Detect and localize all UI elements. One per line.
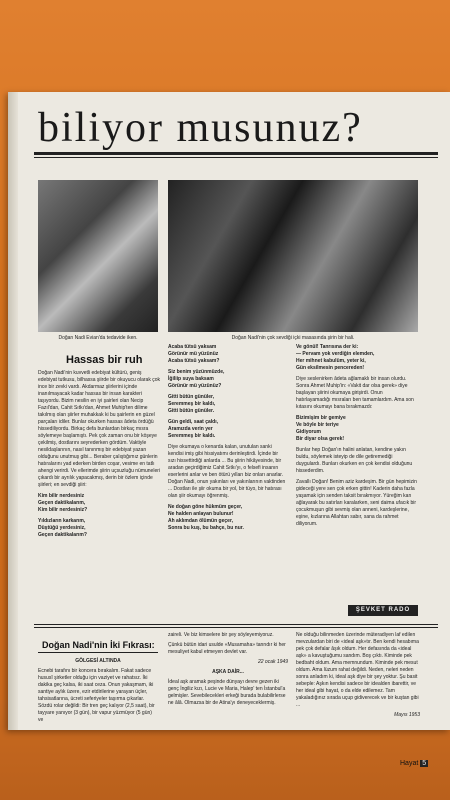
photo-drinking-table (168, 180, 418, 332)
paragraph: Ecnebi tarafını bir koncera bırakalım. Fakat sadece hususî şirketler olduğu için vaziyet ve rahatsız. İki dakika geç kalsa, iki saat ceza. Onun yakaşmam, iki santiye aylık üzere, ezir etdirilerine yarayan üçler, tahsisatlarına, ücreti seferiyeler taşırma çıkarlar. Sözdü rolar değildi: Bir tren geç kalıyor (2,5 saat), bir tayyare yanıyor (3 gün), bir vapur yüzmüyor (5 gün) ve (38, 668, 155, 723)
magazine-page (8, 92, 450, 767)
section-title: Hassas bir ruh (66, 354, 143, 366)
page-number: 5 (422, 760, 427, 767)
paragraph: Zavallı Doğan! Benim aziz kardeşim. Bir gün hepimizin gideceği yere sen çok erken gittin! Kaderin daha fazla yaşamak için senden taksit bırakmıyor. Yüreğim kan ağlayarak bu satırları karalarken, seni daima ufacık bir çocukmuşun gibi sevmiş olan anneni, kardeşlerine, eşine, kızlarına Allahtan sabır, sana da rahmet diliyorum. (296, 479, 417, 527)
page-headline: biliyor musunuz? (38, 105, 363, 151)
fikra-title: Doğan Nadi'nin İki Fıkrası: (42, 640, 155, 650)
article-column-1 (38, 370, 160, 543)
photo-evian (38, 180, 158, 332)
photo-caption-2: Doğan Nadi'nin çok sevdiği içki masasında şirin bir hali. (231, 335, 355, 341)
fikra-date: Mayıs 1953 (394, 712, 420, 718)
poem-stanza: Siz benim yüzünmüzde, İğiliip suya baksam Görünür mü yüzünüz? (168, 369, 225, 389)
page-folio (400, 760, 428, 767)
paragraph: Çünkü bütün idari usulde «Musamaha» tanrıdır ki her mesuliyet kabul etmeyen devlet var. (168, 642, 286, 655)
article-column-3 (296, 344, 418, 532)
paragraph: Diye seslenirken âdeta ağlamaklı bir insan olurdu. Sonra Ahmet Muhip'in: «Vakit dar olsa gerek» diye başlayan şiirini okumaya girişirdi. Onun hatırlayamadığı mısraları ben tamamlardım. Ama son kıtasını okumayı bana bırakmazdı: (296, 376, 414, 410)
poem-stanza: Acaba tütsü yaksam Görünür mü yüzünüz Acaba tütsü yaksam? (168, 344, 220, 364)
paragraph: Doğan Nadi'nin kuvvetli edebiyat kültürü, geniş edebiyat tutkusu, bilhassa şiirde bir okuyucu olarak çok ince bir zevki vardı. Akdarmaz şiirlerini içinde inanılmayacak kadar hassas bir insan karakteri taşıyordu. Bizim nesilin en iyi şairleri olan Necip Fazıl'dan, Cahit Sıtkı'dan, Ahmet Muhip'ten dilime takılmış olan şiirler muhakkak ki bu şairlerin en güzel parçaları idiler. Bunlar okurken hassas âdeta ördüğü hissediliyordu. Birkaç defa bunlardan birkaç mısra söylemeye başlamıştı. Pek çok zaman onu bir köşeye çekilmiş, dostlarını seyrederken gördüm. Vaktiyle nesildaşlarının, nasıl tanınmış bir edebiyat yazarı olduğunu unutmuş gibi... Beraber çalıştığımız günlerin hatıralarını yad ederken birden coşar, vesime en tatlı ahengi verirdi. Ve ellerimde şiirin uçsuzluğu nümuneleri çıkardı bir ayrılık yapacakmış, derin bir özlem içinde şiirleri; en sevdiği şiiri: (38, 370, 161, 488)
headline-rule-thin (34, 157, 438, 158)
fikra-title-rule (38, 652, 158, 653)
author-signature: ŞEVKET RADO (348, 605, 418, 616)
paragraph: Ne olduğu bilinmeden üzerinde müteradiyen laf edilen mevzulardan biri de «ideal aşk»tır. Ben kendi hesabıma pek çok defalar âşık oldum. Her defasında da «ideal aşk» a kavuştuğumu sandım. Boş çıktı. Kiminde pek bedbaht oldum. Ama memnundum. Kiminde pek mesut oldum. Ama lüzum rahat değildi. Neden, neleri neden sonra anladım ki, ideal aşk diye bir şey yoktur. Şu basit sebeple: Aşkın kendisi sadece bir idealden ibarettir, ve her ideal gibi hayat, o da elde edilemez. Tam yakaladığınız sırada uçup gidiverecek ve bir kuştan gibi ... (296, 632, 419, 708)
section-divider-thin (34, 627, 438, 628)
fikra-column-3 (296, 632, 420, 722)
fikra-column-1 (38, 658, 158, 727)
poem-stanza: Ve gönül! Tanrısına der ki: — Pervam yok verdiğin elemden, Her mihnet kabulüm, yeter ki, Gün eksilmesin pencereden! (296, 344, 375, 371)
fikra-date: 22 ocak 1949 (257, 659, 288, 665)
poem-stanza: Bizimişim bir gemiye Ve böyle bir teriye Gidiyorum Bir diyar olsa gerek! (296, 415, 346, 442)
poem-stanza: Kim bilir nerdesiniz Geçen daktikalarım, Kim bilir nerdesiniz? (38, 493, 88, 513)
fikra-heading: GÖLGESİ ALTINDA (75, 658, 121, 664)
poem-stanza: Ne doğan göne hükmüm geçer, Ne halden anlayan bulunur! Ah aklımdan ölümün geçer, Sonra bu kuş, bu bahçe, bu nur. (168, 504, 244, 531)
magazine-name: Hayat (400, 760, 419, 767)
poem-stanza: Gün geldi, saat çaldı, Aramızda verin yer Seremmeş bir kaldı. (168, 419, 219, 439)
paragraph: Diye okumaya o kenarda kalan, unutulan sanki kendisi imiş gibi hissiyatımı derinleştirdi. İçinde bir sızı hissettirdiği anlarda ... Bu şiirin hikâyesinde, bir aradan geçirdiğimiz Cahit Sıtkı'yı, o felsefi insanın eserlerini anlar ve ben ötürü yılları biz onları anarlar. Doğan Nadi, onun yakınları ve yakınlarının vaktinden ... Dostları ile şiir okuma bir yol, bir tüyo, bir hatırası olan şiir okumayı öğrenmiş. (168, 444, 286, 499)
page-binding (8, 92, 18, 730)
photo-caption-1: Doğan Nadi Evian'da tedavide iken. (58, 335, 138, 341)
fikra-heading: AŞKA DAİR... (212, 669, 244, 675)
paragraph: İdeal aşk aramak peşinde dünyayı devre gezen iki genç İngiliz kızı, Lucie ve Maria, Halep' ten İstanbul'a gelmişler. Sevebilecekleri erkeği burada bulabilirlerse ne âlâ. Olmazsa bir de Atina'yı deneyeceklermiş. (168, 679, 286, 706)
article-column-2 (168, 344, 286, 536)
poem-stanza: Gitti bütün günüler, Seremmeş bir kaldı, Gitti bütün günüler. (168, 394, 216, 414)
paragraph: Bunlar hep Doğan'ın halini anlatan, kendine yakın buldu, söylemek isteyip de dile getiremediği duygulardı. Bunları okurken en çok kendisi olduğunu hissederdim. (296, 447, 413, 474)
headline-rule (34, 152, 438, 155)
section-divider (34, 624, 438, 625)
paragraph: zaireli. Ve biz kimselere bir şey söyleyemiyoruz. (168, 632, 274, 638)
poem-stanza: Yıldızların karkarım, Düştüğü yerdesiniz, Geçen daktikalarım? (38, 518, 87, 538)
fikra-column-2 (168, 632, 288, 710)
